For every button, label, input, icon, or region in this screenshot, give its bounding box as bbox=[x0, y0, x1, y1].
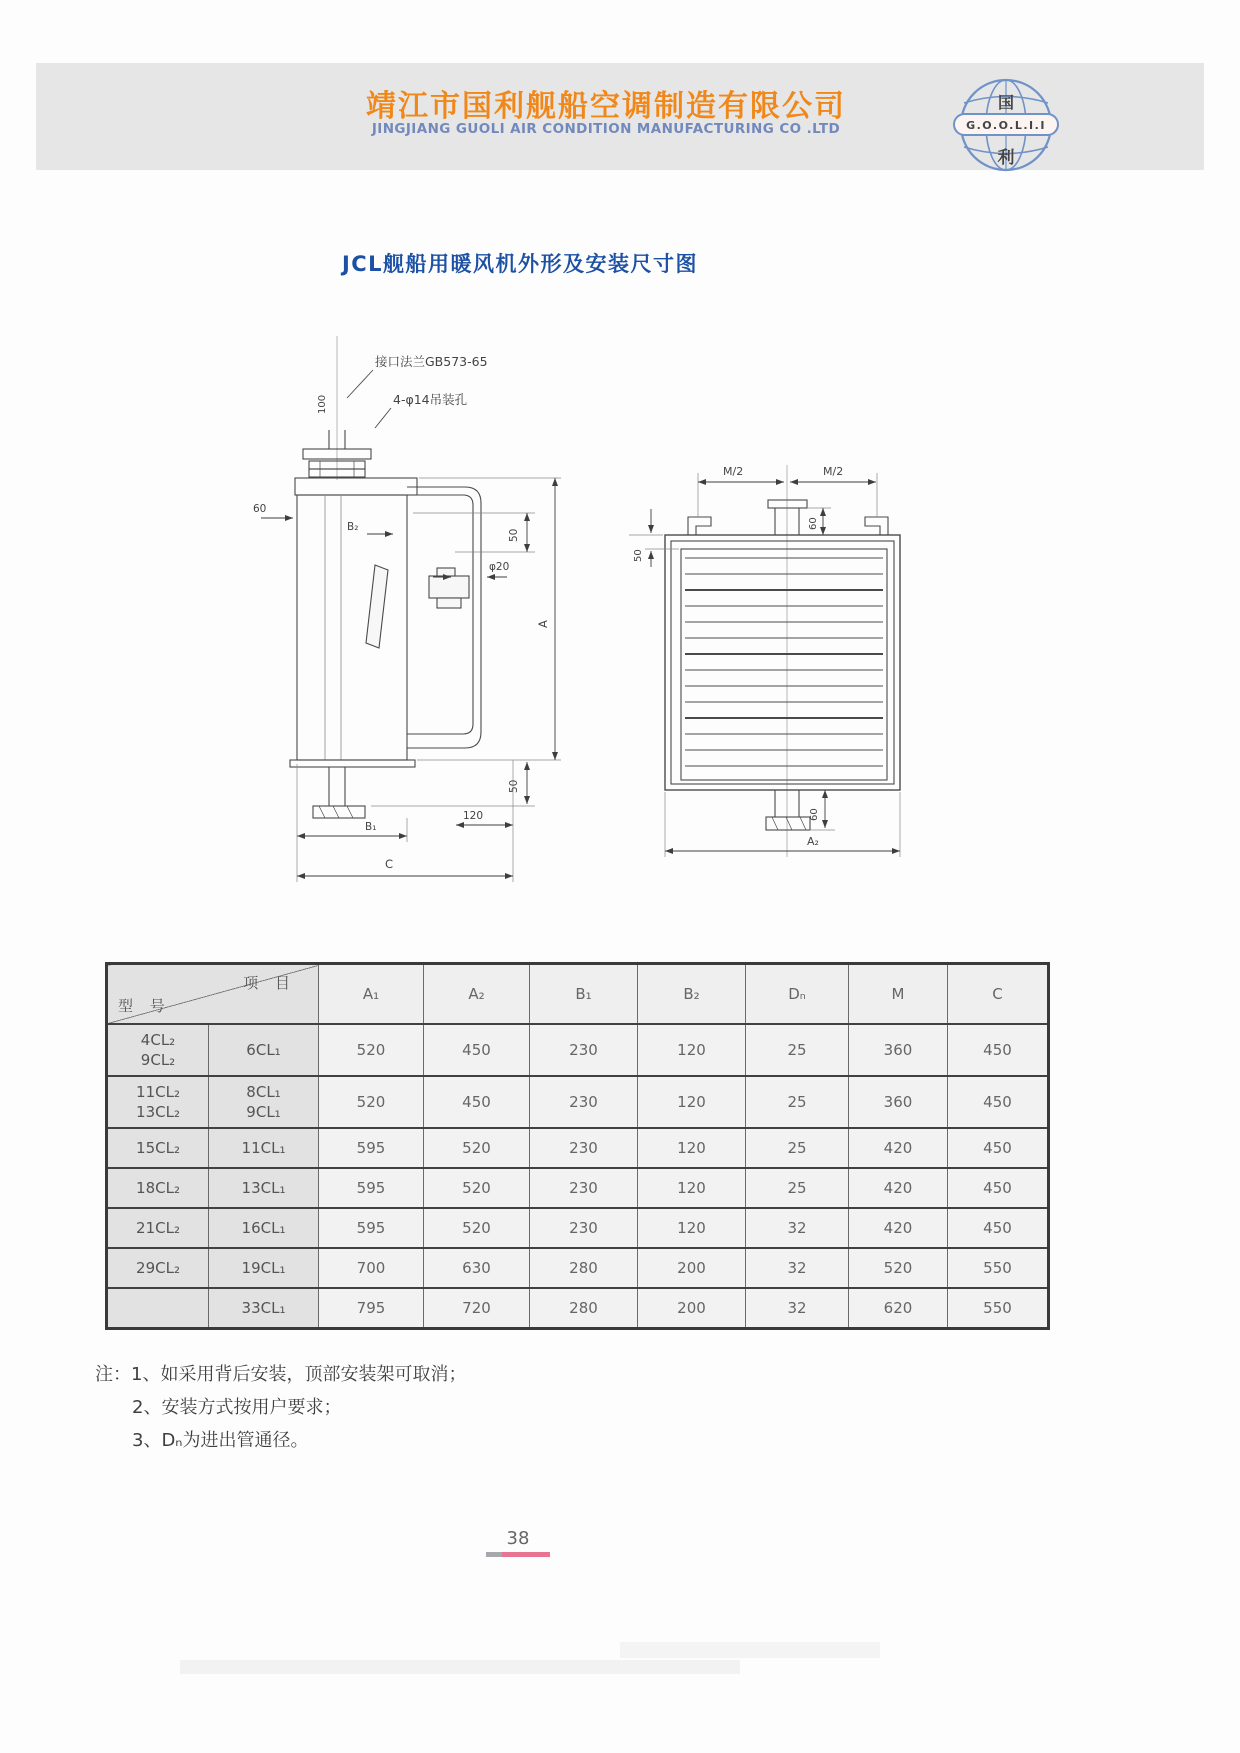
dim-b1: B₁ bbox=[365, 821, 377, 833]
notes bbox=[95, 1358, 466, 1457]
col-header-a1: A₁ bbox=[319, 964, 424, 1025]
corner-model-label: 型 号 bbox=[118, 997, 171, 1015]
col-header-m: M bbox=[849, 964, 948, 1025]
table-row: 29CL₂ 19CL₁ 700 630 280 200 32 520 550 bbox=[107, 1248, 1049, 1288]
table-corner bbox=[107, 964, 319, 1025]
logo-char-top: 国 bbox=[997, 93, 1015, 112]
motor-bracket bbox=[429, 576, 469, 598]
page-number-underline bbox=[486, 1552, 550, 1557]
dim-a: A bbox=[536, 620, 550, 628]
col-header-b1: B₁ bbox=[530, 964, 638, 1025]
scan-noise bbox=[620, 1642, 880, 1658]
pipe-dim-label: 100 bbox=[317, 394, 328, 414]
guard-loop bbox=[407, 487, 481, 748]
side-view-drawing bbox=[225, 330, 565, 890]
dim-60-top: 60 bbox=[253, 503, 267, 515]
col-header-b2: B₂ bbox=[638, 964, 746, 1025]
note-line-1: 注：1、如采用背后安装，顶部安装架可取消； bbox=[95, 1364, 467, 1385]
company-logo bbox=[952, 75, 1060, 175]
dim-50-bottom: 50 bbox=[508, 779, 520, 793]
dim-a2: A₂ bbox=[807, 835, 819, 848]
page-number: 38 bbox=[506, 1528, 530, 1549]
fan-blade bbox=[366, 565, 388, 648]
dim-60-bottom: 60 bbox=[809, 808, 820, 821]
table-row: 33CL₁ 795 720 280 200 32 620 550 bbox=[107, 1288, 1049, 1328]
louver-panel bbox=[681, 549, 887, 780]
logo-band-text: G.O.O.L.I.I bbox=[966, 119, 1046, 132]
col-header-a2: A₂ bbox=[424, 964, 530, 1025]
dim-60-top: 60 bbox=[808, 517, 819, 530]
spec-table bbox=[105, 962, 1050, 1330]
table-row: 4CL₂ 9CL₂ 6CL₁ 520 450 230 120 25 360 450 bbox=[107, 1024, 1049, 1076]
col-header-c: C bbox=[948, 964, 1049, 1025]
dim-m2-left: M/2 bbox=[723, 465, 744, 478]
company-name-cn: 靖江市国利舰船空调制造有限公司 bbox=[366, 89, 846, 124]
doc-title: JCL舰船用暖风机外形及安装尺寸图 bbox=[341, 252, 699, 276]
table-row: 18CL₂ 13CL₁ 595 520 230 120 25 420 450 bbox=[107, 1168, 1049, 1208]
dim-phi20: φ20 bbox=[489, 561, 510, 573]
flange-label: 接口法兰GB573-65 bbox=[375, 354, 488, 369]
dim-50-top: 50 bbox=[508, 528, 520, 542]
lift-holes-label: 4-φ14吊装孔 bbox=[393, 392, 468, 407]
logo-char-bottom: 利 bbox=[997, 148, 1015, 168]
corner-item-label: 项 目 bbox=[243, 974, 296, 992]
mount-bracket-right bbox=[865, 517, 888, 535]
table-row: 21CL₂ 16CL₁ 595 520 230 120 32 420 450 bbox=[107, 1208, 1049, 1248]
mount-bracket-left bbox=[688, 517, 711, 535]
dim-120: 120 bbox=[463, 810, 484, 822]
dim-b2: B₂ bbox=[347, 521, 359, 533]
note-line-2: 2、安装方式按用户要求； bbox=[132, 1397, 342, 1418]
louver-lines bbox=[685, 558, 883, 766]
dim-m2-right: M/2 bbox=[823, 465, 844, 478]
company-name-en: JINGJIANG GUOLI AIR CONDITION MANUFACTURING CO .LTD bbox=[371, 121, 841, 137]
casing bbox=[665, 535, 900, 790]
table-row: 11CL₂ 13CL₂ 8CL₁ 9CL₁ 520 450 230 120 25 360 450 bbox=[107, 1076, 1049, 1128]
table-row: 15CL₂ 11CL₁ 595 520 230 120 25 420 450 bbox=[107, 1128, 1049, 1168]
col-header-dn: Dₙ bbox=[746, 964, 849, 1025]
note-line-3: 3、Dₙ为进出管通径。 bbox=[132, 1430, 309, 1451]
header bbox=[36, 63, 1204, 170]
front-view-drawing bbox=[585, 395, 935, 870]
dim-c: C bbox=[385, 857, 394, 871]
dim-50-left: 50 bbox=[633, 549, 644, 562]
scan-noise bbox=[180, 1660, 740, 1674]
